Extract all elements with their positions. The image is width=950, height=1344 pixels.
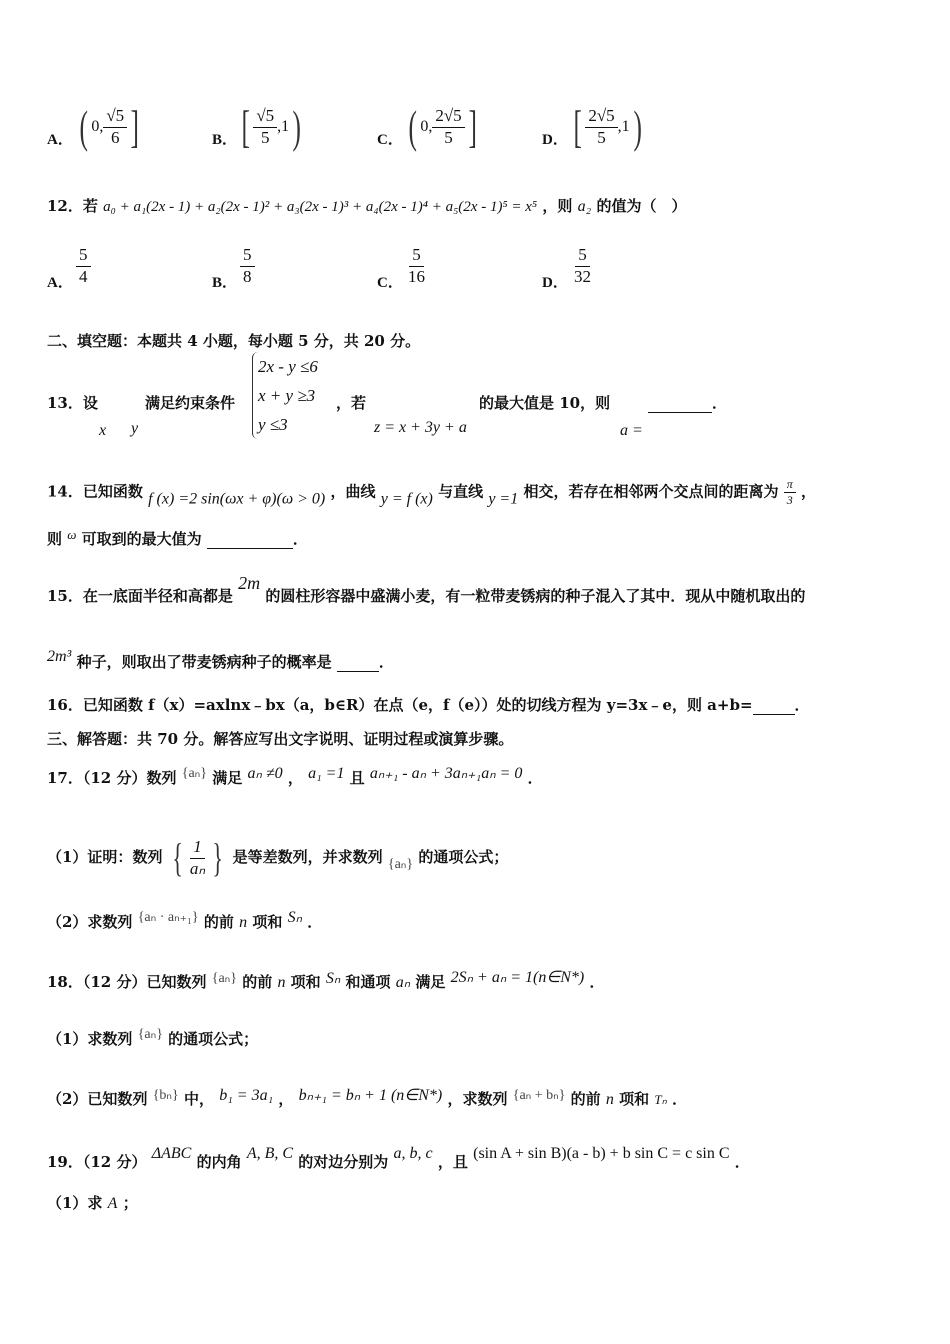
expansion-equation: a₀ + a₁(2x - 1) + a₂(2x - 1)² + a₃(2x - 1)³ + a₄(2x - 1)⁴ + a₅(2x - 1)⁵ = x⁵ bbox=[103, 199, 538, 215]
reciprocal-sequence bbox=[168, 835, 228, 881]
numerator: √5 bbox=[103, 107, 127, 128]
question-number: 13．设 bbox=[47, 394, 98, 412]
condition: b₁ = 3a₁ bbox=[219, 1087, 274, 1104]
brace-right: } bbox=[212, 835, 224, 881]
interval-right: ,1 bbox=[277, 118, 290, 135]
stem-text: 与直线 bbox=[438, 482, 484, 501]
sequence: {aₙ} bbox=[137, 1027, 163, 1042]
distance-fraction bbox=[784, 478, 796, 507]
punctuation: ， bbox=[800, 482, 816, 501]
stem-text: 项和 bbox=[252, 913, 283, 931]
bracket-left: [ bbox=[241, 101, 250, 152]
denominator: 5 bbox=[597, 127, 606, 147]
numerator: 5 bbox=[575, 246, 590, 267]
punctuation: ； bbox=[122, 1194, 138, 1212]
radius-height: 2m bbox=[238, 573, 261, 593]
line-equation: y =1 bbox=[488, 490, 519, 508]
condition: aₙ ≠0 bbox=[247, 765, 283, 782]
condition: a₁ =1 bbox=[308, 765, 345, 782]
constraint-3: y ≤3 bbox=[258, 415, 288, 434]
punctuation: ． bbox=[378, 653, 394, 671]
q12-option-d-value bbox=[571, 246, 594, 286]
stem-text: ，求数列 bbox=[447, 1090, 508, 1108]
condition-equation: (sin A + sin B)(a - b) + b sin C = c sin C bbox=[473, 1145, 730, 1162]
option-label: C． bbox=[377, 132, 403, 148]
stem-text: 的值为（ ） bbox=[596, 197, 687, 215]
stem-text: 中， bbox=[183, 1090, 214, 1108]
stem-text: 的通项公式； bbox=[168, 1030, 259, 1048]
q16-stem bbox=[47, 694, 810, 715]
q19-part-1 bbox=[47, 1192, 138, 1213]
stem-text: 满足 bbox=[415, 973, 446, 991]
stem-text: 的前 bbox=[242, 973, 273, 991]
q11-option-d-expr bbox=[570, 101, 645, 152]
fraction bbox=[571, 246, 594, 286]
triangle: ΔABC bbox=[151, 1145, 192, 1162]
denominator: 6 bbox=[111, 127, 120, 147]
bracket-right: ] bbox=[468, 101, 477, 152]
stem-text: 满足约束条件 bbox=[145, 394, 236, 412]
brace-left: { bbox=[172, 835, 183, 881]
stem-text: ，且 bbox=[437, 1153, 468, 1171]
denominator: aₙ bbox=[189, 858, 206, 878]
part-label: （2）已知数列 bbox=[47, 1090, 148, 1108]
sequence: {aₙ + bₙ} bbox=[512, 1088, 566, 1103]
sequence: {aₙ} bbox=[181, 766, 207, 781]
answer-blank[interactable] bbox=[337, 653, 379, 672]
denominator: 3 bbox=[786, 493, 793, 508]
q12-option-c-value bbox=[405, 246, 428, 286]
part-label: （1）证明：数列 bbox=[47, 848, 163, 867]
variable-n: n bbox=[239, 914, 248, 931]
numerator: √5 bbox=[253, 107, 277, 128]
question-number: 19．（12 分） bbox=[47, 1153, 147, 1171]
numerator: 5 bbox=[240, 246, 255, 267]
fraction bbox=[405, 246, 428, 286]
fraction bbox=[103, 107, 127, 147]
q11-option-b-expr bbox=[238, 101, 305, 152]
q12-option-a-value bbox=[76, 246, 91, 286]
recurrence: aₙ₊₁ - aₙ + 3aₙ₊₁aₙ = 0 bbox=[369, 765, 523, 782]
general-term: aₙ bbox=[395, 974, 411, 991]
bracket-right: ] bbox=[130, 101, 140, 152]
part-label: （2）求数列 bbox=[47, 913, 133, 931]
option-label: C． bbox=[377, 275, 403, 291]
denominator: 5 bbox=[444, 127, 453, 147]
numerator: π bbox=[784, 478, 796, 493]
stem-text: 则 bbox=[47, 530, 63, 548]
q12-option-b bbox=[212, 271, 237, 292]
fraction bbox=[253, 107, 277, 147]
part-label: （1）求数列 bbox=[47, 1030, 133, 1048]
q14-stem bbox=[47, 478, 816, 509]
punctuation: ． bbox=[292, 530, 308, 548]
stem-text: 相交，若存在相邻两个交点间的距离为 bbox=[523, 482, 779, 501]
stem-text: 的通项公式； bbox=[418, 848, 509, 867]
option-label: B． bbox=[212, 132, 238, 148]
stem-text: ，曲线 bbox=[330, 482, 376, 501]
q11-option-c-expr bbox=[405, 101, 480, 152]
section-heading-fill-in: 二、填空题：本题共 4 小题，每小题 5 分，共 20 分。 bbox=[47, 332, 421, 350]
option-label: D． bbox=[542, 132, 568, 148]
denominator: 4 bbox=[79, 266, 88, 286]
stem-text: 的前 bbox=[203, 913, 234, 931]
sum-symbol: Sₙ bbox=[325, 970, 341, 987]
sequence: {aₙ} bbox=[387, 857, 414, 873]
punctuation: ， bbox=[278, 1090, 294, 1108]
numerator: 2√5 bbox=[432, 107, 464, 128]
answer-variable: a = bbox=[620, 422, 643, 439]
stem-text: 16．已知函数 f（x）=axlnx﹣bx（a，b∈R）在点（e，f（e））处的切线方程为 y=3x﹣e，则 a+b= bbox=[47, 696, 753, 714]
q11-option-a bbox=[47, 128, 73, 149]
part-label: （1）求 bbox=[47, 1194, 103, 1212]
q11-option-a-expr bbox=[76, 101, 143, 152]
paren-left: ( bbox=[79, 101, 88, 152]
stem-text: 的前 bbox=[570, 1090, 601, 1108]
stem-text: ，若 bbox=[336, 394, 367, 412]
variable-x: x bbox=[99, 422, 107, 439]
punctuation: ， bbox=[287, 769, 303, 787]
recurrence: bₙ₊₁ = bₙ + 1 (n∈N*) bbox=[298, 1087, 443, 1104]
stem-text: 满足 bbox=[212, 769, 243, 787]
function-definition: f (x) =2 sin(ωx + φ)(ω > 0) bbox=[148, 490, 326, 508]
stem-text: 是等差数列，并求数列 bbox=[232, 848, 383, 867]
condition: 2Sₙ + aₙ = 1(n∈N*) bbox=[450, 969, 585, 986]
punctuation: ． bbox=[712, 394, 728, 412]
punctuation: ． bbox=[734, 1153, 750, 1171]
q18-part-1 bbox=[47, 1026, 258, 1049]
question-number: 15．在一底面半径和高都是 bbox=[47, 587, 233, 605]
fraction bbox=[76, 246, 91, 286]
punctuation: ． bbox=[589, 973, 605, 991]
answer-blank[interactable] bbox=[753, 696, 795, 715]
q11-option-b bbox=[212, 128, 237, 149]
paren-right: ) bbox=[633, 101, 642, 152]
omega: ω bbox=[67, 527, 77, 542]
answer-blank[interactable] bbox=[207, 530, 293, 549]
stem-text: 项和 bbox=[290, 973, 321, 991]
interval-right: ,1 bbox=[617, 118, 630, 135]
fraction bbox=[187, 838, 208, 878]
variable-n: n bbox=[277, 974, 286, 991]
q11-option-c bbox=[377, 128, 403, 149]
denominator: 8 bbox=[243, 266, 252, 286]
curve: y = f (x) bbox=[380, 490, 433, 508]
numerator: 5 bbox=[409, 246, 424, 267]
stem-text: 的对边分别为 bbox=[298, 1153, 389, 1171]
interval-left: 0, bbox=[91, 118, 104, 135]
q12-stem bbox=[47, 195, 686, 216]
variable-y: y bbox=[131, 420, 139, 437]
option-label: D． bbox=[542, 275, 568, 291]
constraint-system bbox=[252, 352, 318, 439]
q17-stem bbox=[47, 763, 543, 788]
stem-text: 和通项 bbox=[345, 973, 391, 991]
volume: 2m³ bbox=[47, 648, 72, 665]
stem-text: 项和 bbox=[619, 1090, 650, 1108]
constraint-2: x + y ≥3 bbox=[258, 386, 316, 405]
question-number: 17．（12 分）数列 bbox=[47, 769, 177, 787]
punctuation: ． bbox=[307, 913, 323, 931]
punctuation: ． bbox=[527, 769, 543, 787]
numerator: 2√5 bbox=[585, 107, 617, 128]
angle-a: A bbox=[107, 1195, 118, 1212]
stem-text: 的内角 bbox=[196, 1153, 242, 1171]
q14-line-2 bbox=[47, 527, 308, 549]
denominator: 32 bbox=[574, 266, 591, 286]
denominator: 16 bbox=[408, 266, 425, 286]
paren-left: ( bbox=[408, 101, 417, 152]
answer-blank[interactable] bbox=[648, 392, 727, 413]
fraction bbox=[585, 107, 617, 147]
q15-stem bbox=[47, 573, 805, 606]
constraint-1: 2x - y ≤6 bbox=[258, 357, 318, 376]
q18-stem bbox=[47, 967, 605, 992]
q12-option-d bbox=[542, 271, 568, 292]
variable: a₂ bbox=[577, 198, 592, 215]
punctuation: ． bbox=[672, 1090, 688, 1108]
constraint-brace bbox=[252, 352, 318, 439]
option-label: B． bbox=[212, 275, 238, 291]
stem-text: 种子，则取出了带麦锈病种子的概率是 bbox=[76, 653, 332, 671]
sequence: {aₙ} bbox=[211, 971, 237, 986]
stem-text: ，则 bbox=[542, 197, 573, 215]
fraction bbox=[240, 246, 255, 286]
paren-right: ) bbox=[292, 101, 302, 152]
interval-left: 0, bbox=[420, 118, 433, 135]
bracket-left: [ bbox=[573, 101, 582, 152]
q18-part-2 bbox=[47, 1085, 687, 1109]
numerator: 5 bbox=[76, 246, 91, 267]
q12-option-a bbox=[47, 271, 73, 292]
question-number: 18．（12 分）已知数列 bbox=[47, 973, 207, 991]
punctuation: ． bbox=[794, 696, 810, 714]
angles: A, B, C bbox=[246, 1145, 294, 1162]
stem-text: 且 bbox=[349, 769, 365, 787]
section-heading-solutions: 三、解答题：共 70 分。解答应写出文字说明、证明过程或演算步骤。 bbox=[47, 730, 514, 748]
sequence: {bₙ} bbox=[152, 1088, 179, 1103]
stem-text: 的圆柱形容器中盛满小麦，有一粒带麦锈病的种子混入了其中．现从中随机取出的 bbox=[265, 587, 806, 605]
option-label: A． bbox=[47, 275, 73, 291]
sum-symbol: Tₙ bbox=[654, 1092, 667, 1107]
sum-symbol: Sₙ bbox=[287, 909, 302, 926]
question-number: 14．已知函数 bbox=[47, 482, 143, 501]
objective-function: z = x + 3y + a bbox=[374, 419, 467, 436]
q17-part-1 bbox=[47, 835, 509, 881]
numerator: 1 bbox=[190, 838, 205, 859]
q13-stem bbox=[47, 392, 98, 413]
q12-option-b-value bbox=[240, 246, 255, 286]
sequence: {aₙ · aₙ₊₁} bbox=[137, 910, 199, 925]
q12-option-c bbox=[377, 271, 403, 292]
stem-text: 可取到的最大值为 bbox=[81, 530, 202, 548]
fraction bbox=[432, 107, 464, 147]
option-label: A． bbox=[47, 132, 73, 148]
q11-option-d bbox=[542, 128, 568, 149]
q15-line-2 bbox=[47, 648, 394, 672]
q17-part-2 bbox=[47, 907, 322, 932]
stem-text: 的最大值是 10，则 bbox=[479, 394, 611, 412]
variable-n: n bbox=[605, 1091, 614, 1108]
sides: a, b, c bbox=[393, 1145, 433, 1162]
question-number: 12．若 bbox=[47, 197, 98, 215]
q19-stem bbox=[47, 1145, 750, 1172]
denominator: 5 bbox=[261, 127, 270, 147]
